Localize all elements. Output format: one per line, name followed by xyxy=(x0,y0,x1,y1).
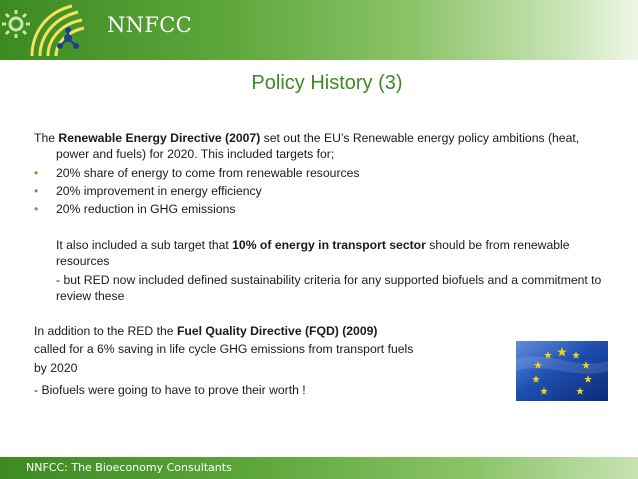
bullet-icon: • xyxy=(34,166,39,180)
slide-title: Policy History (3) xyxy=(251,72,403,94)
list-item: • 20% reduction in GHG emissions xyxy=(34,202,236,216)
fqd-line-1: In addition to the RED the Fuel Quality Directive (FQD) (2009) xyxy=(34,324,378,338)
footer-bar xyxy=(0,457,638,479)
intro-paragraph: The Renewable Energy Directive (2007) set out the EU’s Renewable energy policy ambitions (heat, power and fuels) for 2020. This included targets for; xyxy=(34,131,580,161)
header-banner xyxy=(0,0,638,60)
fqd-line-3: by 2020 xyxy=(34,361,78,375)
list-item: • 20% improvement in energy efficiency xyxy=(34,184,262,198)
eu-flag-image xyxy=(516,341,608,401)
sustainability-paragraph: - but RED now included defined sustainability criteria for any supported biofuels and a commitment to review these xyxy=(56,273,602,303)
bullet-icon: • xyxy=(34,184,39,198)
footer-text: NNFCC: The Bioeconomy Consultants xyxy=(26,461,232,474)
fqd-line-2: called for a 6% saving in life cycle GHG emissions from transport fuels xyxy=(34,342,414,356)
subtarget-paragraph: It also included a sub target that 10% of energy in transport sector should be from renewable resources xyxy=(56,238,570,268)
brand-name: NNFCC xyxy=(107,13,192,37)
closing-remark: - Biofuels were going to have to prove their worth ! xyxy=(34,383,306,397)
bullet-icon: • xyxy=(34,202,39,216)
nnfcc-logo-icon xyxy=(2,2,92,58)
list-item: • 20% share of energy to come from renewable resources xyxy=(34,166,360,180)
